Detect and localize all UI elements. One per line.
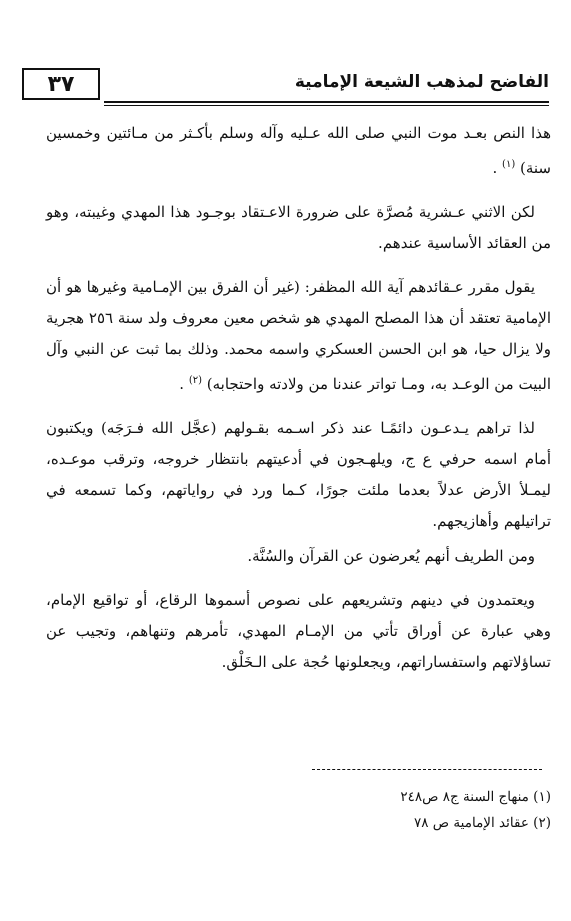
- footnote-separator: [312, 769, 542, 770]
- paragraph-6: ويعتمدون في دينهم وتشريعهم على نصوص أسموها الرقاع، أو تواقيع الإمام، وهي عبارة عن أوراق تأتي من الإمـام المهدي، تأمرهم وتنهاهم، وتجيب عن تساؤلاتهم واستفساراتهم، ويجعلونها حُجة على الـخَلْق.: [46, 591, 551, 671]
- footnote-ref-1: (١): [502, 159, 516, 170]
- header-rule-thin: [104, 105, 549, 106]
- paragraph-1: هذا النص بعـد موت النبي صلى الله عـليه وآله وسلم بأكـثر من مـائتين وخمسين سنة) $^{(١)}$ .: [46, 124, 551, 177]
- page-number-box: [22, 68, 100, 100]
- paragraph-3: يقول مقرر عـقائدهم آية الله المظفر: (غير أن الفرق بين الإمـامية وغيرها هو أن الإمامية تعتقد أن هذا المصلح المهدي هو شخص معين معروف ولد سنة ٢٥٦ هجرية ولا يزال حيا، هو ابن الحسن العسكري واسمه محمد. وذلك بما ثبت عن النبي وآل البيت من الوعـد به، ومـا تواتر عندنا من ولادته واحتجابه) $^{(٢)}$ .: [46, 278, 551, 393]
- footnote-ref-2: (٢): [188, 375, 202, 386]
- running-header-title: الفاضح لمذهب الشيعة الإمامية: [294, 72, 549, 92]
- paragraph-5: ومن الطريف أنهم يُعرضون عن القرآن والسُنَّة.: [247, 547, 535, 565]
- footnote-1: (١) منهاج السنة ج٨ ص٢٤٨: [400, 789, 551, 805]
- page-number: ٣٧: [47, 71, 75, 97]
- footnotes: [46, 784, 551, 836]
- main-text: [46, 118, 551, 691]
- paragraph-2: لكن الاثني عـشرية مُصرَّة على ضرورة الاعـتقاد بوجـود هذا المهدي وغيبته، وهو من العقائد الأساسية عندهم.: [46, 203, 551, 252]
- footnote-2: (٢) عقائد الإمامية ص ٧٨: [414, 815, 551, 831]
- paragraph-4: لذا تراهم يـدعـون دائمًـا عند ذكر اسـمه بقـولهم (عجَّل الله فـرَجَه) ويكتبون أمام اسمه حرفي ع ج، ويلهـجون في أدعيتهم بانتظار خروجه، وترقب موعـده، ليمـلأ الأرض عدلاً بعدما ملئت جورًا، كـما ورد في رواياتهم، وكما تسمعه في تراتيلهم وأهازيجهم.: [46, 419, 551, 530]
- header-rule: [104, 101, 549, 103]
